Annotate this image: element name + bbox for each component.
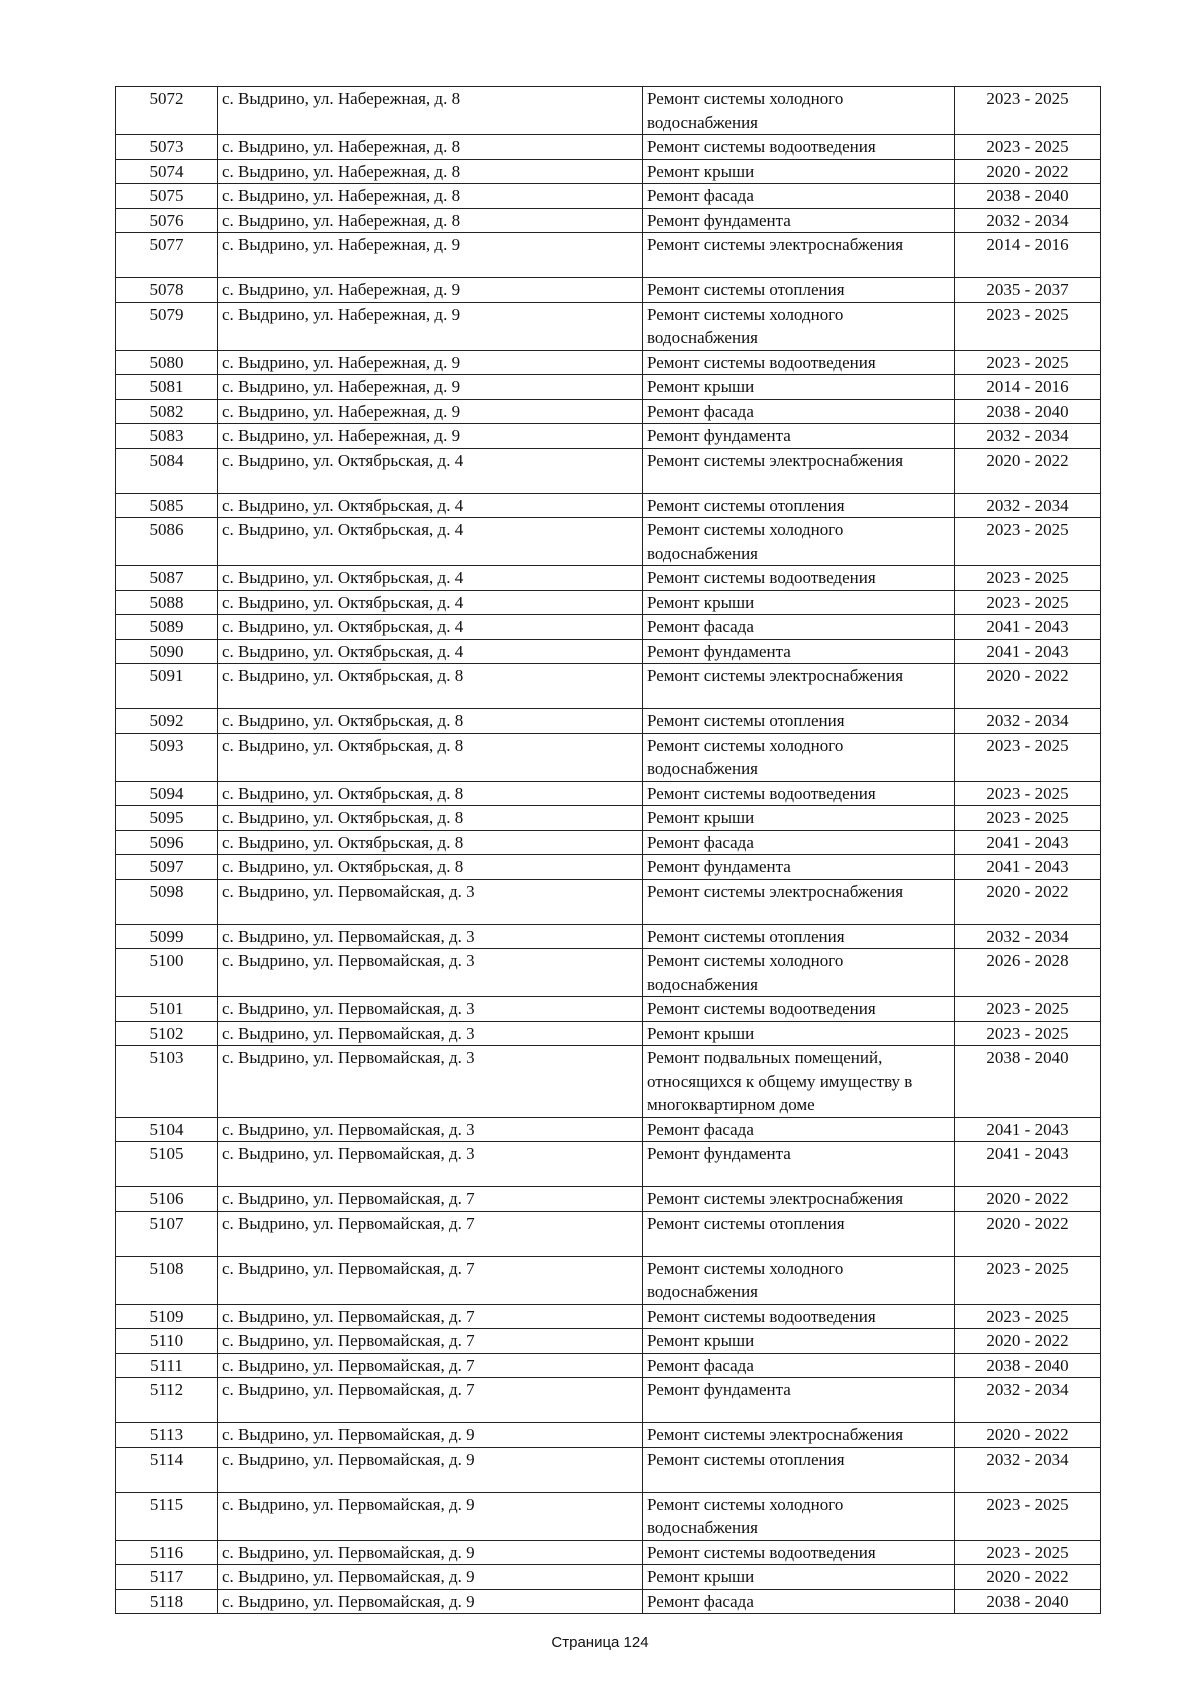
table-row bbox=[116, 184, 1101, 209]
table-row bbox=[116, 1447, 1101, 1492]
row-number-cell: 5083 bbox=[116, 424, 218, 449]
address-cell: с. Выдрино, ул. Первомайская, д. 3 bbox=[218, 924, 643, 949]
work-type-cell: Ремонт фундамента bbox=[643, 1142, 955, 1187]
row-number-cell: 5080 bbox=[116, 350, 218, 375]
row-number-cell: 5102 bbox=[116, 1021, 218, 1046]
period-cell: 2020 - 2022 bbox=[955, 1565, 1101, 1590]
row-number-cell: 5095 bbox=[116, 806, 218, 831]
row-number-cell: 5075 bbox=[116, 184, 218, 209]
page-number: Страница 124 bbox=[551, 1634, 649, 1651]
work-type-cell: Ремонт системы электроснабжения bbox=[643, 1423, 955, 1448]
work-type-cell: Ремонт системы электроснабжения bbox=[643, 664, 955, 709]
period-cell: 2023 - 2025 bbox=[955, 87, 1101, 135]
table-row bbox=[116, 375, 1101, 400]
period-cell: 2020 - 2022 bbox=[955, 664, 1101, 709]
row-number-cell: 5116 bbox=[116, 1540, 218, 1565]
work-type-cell: Ремонт системы водоотведения bbox=[643, 135, 955, 160]
table-row bbox=[116, 997, 1101, 1022]
period-cell: 2023 - 2025 bbox=[955, 566, 1101, 591]
period-cell: 2023 - 2025 bbox=[955, 781, 1101, 806]
address-cell: с. Выдрино, ул. Первомайская, д. 9 bbox=[218, 1447, 643, 1492]
table-row bbox=[116, 664, 1101, 709]
period-cell: 2032 - 2034 bbox=[955, 208, 1101, 233]
address-cell: с. Выдрино, ул. Первомайская, д. 9 bbox=[218, 1589, 643, 1614]
period-cell: 2038 - 2040 bbox=[955, 1353, 1101, 1378]
period-cell: 2023 - 2025 bbox=[955, 733, 1101, 781]
row-number-cell: 5098 bbox=[116, 879, 218, 924]
row-number-cell: 5100 bbox=[116, 949, 218, 997]
row-number-cell: 5103 bbox=[116, 1046, 218, 1118]
address-cell: с. Выдрино, ул. Первомайская, д. 9 bbox=[218, 1492, 643, 1540]
work-type-cell: Ремонт системы отопления bbox=[643, 493, 955, 518]
work-type-cell: Ремонт системы электроснабжения bbox=[643, 233, 955, 278]
row-number-cell: 5084 bbox=[116, 448, 218, 493]
work-type-cell: Ремонт крыши bbox=[643, 375, 955, 400]
table-row bbox=[116, 709, 1101, 734]
work-type-cell: Ремонт системы водоотведения bbox=[643, 1540, 955, 1565]
address-cell: с. Выдрино, ул. Первомайская, д. 7 bbox=[218, 1256, 643, 1304]
period-cell: 2014 - 2016 bbox=[955, 375, 1101, 400]
row-number-cell: 5107 bbox=[116, 1211, 218, 1256]
period-cell: 2023 - 2025 bbox=[955, 518, 1101, 566]
address-cell: с. Выдрино, ул. Октябрьская, д. 4 bbox=[218, 566, 643, 591]
work-type-cell: Ремонт системы водоотведения bbox=[643, 350, 955, 375]
address-cell: с. Выдрино, ул. Октябрьская, д. 4 bbox=[218, 590, 643, 615]
address-cell: с. Выдрино, ул. Набережная, д. 9 bbox=[218, 302, 643, 350]
period-cell: 2023 - 2025 bbox=[955, 350, 1101, 375]
row-number-cell: 5099 bbox=[116, 924, 218, 949]
work-type-cell: Ремонт фундамента bbox=[643, 639, 955, 664]
row-number-cell: 5085 bbox=[116, 493, 218, 518]
work-type-cell: Ремонт системы холодного водоснабжения bbox=[643, 87, 955, 135]
row-number-cell: 5074 bbox=[116, 159, 218, 184]
work-type-cell: Ремонт крыши bbox=[643, 590, 955, 615]
period-cell: 2041 - 2043 bbox=[955, 1142, 1101, 1187]
row-number-cell: 5091 bbox=[116, 664, 218, 709]
work-type-cell: Ремонт крыши bbox=[643, 1565, 955, 1590]
address-cell: с. Выдрино, ул. Первомайская, д. 3 bbox=[218, 1117, 643, 1142]
row-number-cell: 5110 bbox=[116, 1329, 218, 1354]
period-cell: 2038 - 2040 bbox=[955, 1589, 1101, 1614]
row-number-cell: 5089 bbox=[116, 615, 218, 640]
row-number-cell: 5106 bbox=[116, 1187, 218, 1212]
table-row bbox=[116, 733, 1101, 781]
period-cell: 2023 - 2025 bbox=[955, 806, 1101, 831]
table-row bbox=[116, 639, 1101, 664]
work-type-cell: Ремонт фундамента bbox=[643, 855, 955, 880]
address-cell: с. Выдрино, ул. Первомайская, д. 3 bbox=[218, 1021, 643, 1046]
work-type-cell: Ремонт системы отопления bbox=[643, 1447, 955, 1492]
row-number-cell: 5113 bbox=[116, 1423, 218, 1448]
work-type-cell: Ремонт фасада bbox=[643, 1353, 955, 1378]
table-row bbox=[116, 1256, 1101, 1304]
table-row bbox=[116, 159, 1101, 184]
table-row bbox=[116, 1540, 1101, 1565]
row-number-cell: 5117 bbox=[116, 1565, 218, 1590]
period-cell: 2023 - 2025 bbox=[955, 590, 1101, 615]
table-row bbox=[116, 949, 1101, 997]
row-number-cell: 5118 bbox=[116, 1589, 218, 1614]
row-number-cell: 5109 bbox=[116, 1304, 218, 1329]
row-number-cell: 5072 bbox=[116, 87, 218, 135]
address-cell: с. Выдрино, ул. Октябрьская, д. 8 bbox=[218, 830, 643, 855]
work-type-cell: Ремонт крыши bbox=[643, 159, 955, 184]
address-cell: с. Выдрино, ул. Первомайская, д. 3 bbox=[218, 1142, 643, 1187]
table-row bbox=[116, 879, 1101, 924]
table-row bbox=[116, 830, 1101, 855]
row-number-cell: 5076 bbox=[116, 208, 218, 233]
table-row bbox=[116, 424, 1101, 449]
address-cell: с. Выдрино, ул. Набережная, д. 8 bbox=[218, 87, 643, 135]
period-cell: 2038 - 2040 bbox=[955, 184, 1101, 209]
table-row bbox=[116, 1329, 1101, 1354]
address-cell: с. Выдрино, ул. Октябрьская, д. 4 bbox=[218, 639, 643, 664]
address-cell: с. Выдрино, ул. Набережная, д. 8 bbox=[218, 208, 643, 233]
period-cell: 2035 - 2037 bbox=[955, 278, 1101, 303]
period-cell: 2023 - 2025 bbox=[955, 1021, 1101, 1046]
work-type-cell: Ремонт крыши bbox=[643, 1021, 955, 1046]
work-type-cell: Ремонт системы холодного водоснабжения bbox=[643, 518, 955, 566]
work-type-cell: Ремонт системы электроснабжения bbox=[643, 879, 955, 924]
table-row bbox=[116, 806, 1101, 831]
table-row bbox=[116, 781, 1101, 806]
table-row bbox=[116, 1565, 1101, 1590]
period-cell: 2014 - 2016 bbox=[955, 233, 1101, 278]
period-cell: 2032 - 2034 bbox=[955, 924, 1101, 949]
table-row bbox=[116, 208, 1101, 233]
work-type-cell: Ремонт фасада bbox=[643, 1117, 955, 1142]
row-number-cell: 5101 bbox=[116, 997, 218, 1022]
row-number-cell: 5077 bbox=[116, 233, 218, 278]
work-type-cell: Ремонт системы отопления bbox=[643, 709, 955, 734]
table-row bbox=[116, 1187, 1101, 1212]
table-row bbox=[116, 855, 1101, 880]
table-row bbox=[116, 1304, 1101, 1329]
period-cell: 2020 - 2022 bbox=[955, 448, 1101, 493]
address-cell: с. Выдрино, ул. Первомайская, д. 3 bbox=[218, 1046, 643, 1118]
table-body bbox=[116, 87, 1101, 1614]
row-number-cell: 5105 bbox=[116, 1142, 218, 1187]
row-number-cell: 5104 bbox=[116, 1117, 218, 1142]
address-cell: с. Выдрино, ул. Октябрьская, д. 8 bbox=[218, 781, 643, 806]
period-cell: 2041 - 2043 bbox=[955, 615, 1101, 640]
address-cell: с. Выдрино, ул. Первомайская, д. 9 bbox=[218, 1565, 643, 1590]
work-type-cell: Ремонт системы водоотведения bbox=[643, 781, 955, 806]
work-type-cell: Ремонт фасада bbox=[643, 1589, 955, 1614]
table-row bbox=[116, 1353, 1101, 1378]
table-row bbox=[116, 448, 1101, 493]
work-type-cell: Ремонт подвальных помещений, относящихся к общему имуществу в многоквартирном доме bbox=[643, 1046, 955, 1118]
row-number-cell: 5112 bbox=[116, 1378, 218, 1423]
table-row bbox=[116, 399, 1101, 424]
table-row bbox=[116, 590, 1101, 615]
row-number-cell: 5088 bbox=[116, 590, 218, 615]
row-number-cell: 5115 bbox=[116, 1492, 218, 1540]
row-number-cell: 5082 bbox=[116, 399, 218, 424]
work-type-cell: Ремонт системы холодного водоснабжения bbox=[643, 1256, 955, 1304]
work-type-cell: Ремонт системы холодного водоснабжения bbox=[643, 302, 955, 350]
period-cell: 2041 - 2043 bbox=[955, 1117, 1101, 1142]
period-cell: 2032 - 2034 bbox=[955, 709, 1101, 734]
table-row bbox=[116, 1142, 1101, 1187]
address-cell: с. Выдрино, ул. Первомайская, д. 7 bbox=[218, 1211, 643, 1256]
table-row bbox=[116, 278, 1101, 303]
work-type-cell: Ремонт системы холодного водоснабжения bbox=[643, 1492, 955, 1540]
work-type-cell: Ремонт крыши bbox=[643, 1329, 955, 1354]
address-cell: с. Выдрино, ул. Октябрьская, д. 8 bbox=[218, 709, 643, 734]
table-row bbox=[116, 135, 1101, 160]
period-cell: 2032 - 2034 bbox=[955, 493, 1101, 518]
address-cell: с. Выдрино, ул. Первомайская, д. 7 bbox=[218, 1378, 643, 1423]
address-cell: с. Выдрино, ул. Набережная, д. 9 bbox=[218, 399, 643, 424]
work-type-cell: Ремонт системы водоотведения bbox=[643, 566, 955, 591]
table-row bbox=[116, 615, 1101, 640]
row-number-cell: 5094 bbox=[116, 781, 218, 806]
row-number-cell: 5081 bbox=[116, 375, 218, 400]
period-cell: 2023 - 2025 bbox=[955, 1540, 1101, 1565]
table-row bbox=[116, 1211, 1101, 1256]
period-cell: 2020 - 2022 bbox=[955, 879, 1101, 924]
address-cell: с. Выдрино, ул. Октябрьская, д. 4 bbox=[218, 448, 643, 493]
period-cell: 2023 - 2025 bbox=[955, 1304, 1101, 1329]
address-cell: с. Выдрино, ул. Набережная, д. 8 bbox=[218, 159, 643, 184]
period-cell: 2023 - 2025 bbox=[955, 1492, 1101, 1540]
address-cell: с. Выдрино, ул. Октябрьская, д. 4 bbox=[218, 615, 643, 640]
address-cell: с. Выдрино, ул. Первомайская, д. 7 bbox=[218, 1329, 643, 1354]
period-cell: 2032 - 2034 bbox=[955, 424, 1101, 449]
work-type-cell: Ремонт системы отопления bbox=[643, 278, 955, 303]
period-cell: 2023 - 2025 bbox=[955, 135, 1101, 160]
address-cell: с. Выдрино, ул. Первомайская, д. 3 bbox=[218, 997, 643, 1022]
work-type-cell: Ремонт фундамента bbox=[643, 1378, 955, 1423]
address-cell: с. Выдрино, ул. Первомайская, д. 9 bbox=[218, 1423, 643, 1448]
address-cell: с. Выдрино, ул. Октябрьская, д. 8 bbox=[218, 806, 643, 831]
row-number-cell: 5092 bbox=[116, 709, 218, 734]
address-cell: с. Выдрино, ул. Набережная, д. 9 bbox=[218, 278, 643, 303]
address-cell: с. Выдрино, ул. Октябрьская, д. 8 bbox=[218, 733, 643, 781]
address-cell: с. Выдрино, ул. Набережная, д. 8 bbox=[218, 184, 643, 209]
period-cell: 2038 - 2040 bbox=[955, 399, 1101, 424]
table-row bbox=[116, 1046, 1101, 1118]
table-row bbox=[116, 566, 1101, 591]
table-row bbox=[116, 1117, 1101, 1142]
row-number-cell: 5086 bbox=[116, 518, 218, 566]
address-cell: с. Выдрино, ул. Первомайская, д. 7 bbox=[218, 1353, 643, 1378]
work-type-cell: Ремонт фасада bbox=[643, 830, 955, 855]
table-row bbox=[116, 87, 1101, 135]
table-row bbox=[116, 302, 1101, 350]
row-number-cell: 5090 bbox=[116, 639, 218, 664]
table-row bbox=[116, 233, 1101, 278]
address-cell: с. Выдрино, ул. Первомайская, д. 3 bbox=[218, 879, 643, 924]
address-cell: с. Выдрино, ул. Октябрьская, д. 8 bbox=[218, 664, 643, 709]
address-cell: с. Выдрино, ул. Набережная, д. 9 bbox=[218, 424, 643, 449]
period-cell: 2038 - 2040 bbox=[955, 1046, 1101, 1118]
work-type-cell: Ремонт системы электроснабжения bbox=[643, 1187, 955, 1212]
work-type-cell: Ремонт системы отопления bbox=[643, 924, 955, 949]
period-cell: 2026 - 2028 bbox=[955, 949, 1101, 997]
row-number-cell: 5114 bbox=[116, 1447, 218, 1492]
address-cell: с. Выдрино, ул. Первомайская, д. 7 bbox=[218, 1187, 643, 1212]
period-cell: 2023 - 2025 bbox=[955, 1256, 1101, 1304]
work-type-cell: Ремонт фасада bbox=[643, 184, 955, 209]
row-number-cell: 5096 bbox=[116, 830, 218, 855]
work-type-cell: Ремонт фундамента bbox=[643, 424, 955, 449]
work-type-cell: Ремонт системы отопления bbox=[643, 1211, 955, 1256]
period-cell: 2020 - 2022 bbox=[955, 159, 1101, 184]
address-cell: с. Выдрино, ул. Первомайская, д. 3 bbox=[218, 949, 643, 997]
period-cell: 2041 - 2043 bbox=[955, 639, 1101, 664]
table-row bbox=[116, 1378, 1101, 1423]
address-cell: с. Выдрино, ул. Набережная, д. 9 bbox=[218, 375, 643, 400]
table-row bbox=[116, 1423, 1101, 1448]
address-cell: с. Выдрино, ул. Первомайская, д. 7 bbox=[218, 1304, 643, 1329]
period-cell: 2020 - 2022 bbox=[955, 1423, 1101, 1448]
table-row bbox=[116, 1589, 1101, 1614]
period-cell: 2023 - 2025 bbox=[955, 997, 1101, 1022]
address-cell: с. Выдрино, ул. Октябрьская, д. 4 bbox=[218, 493, 643, 518]
period-cell: 2041 - 2043 bbox=[955, 855, 1101, 880]
address-cell: с. Выдрино, ул. Набережная, д. 9 bbox=[218, 350, 643, 375]
period-cell: 2020 - 2022 bbox=[955, 1187, 1101, 1212]
table-row bbox=[116, 493, 1101, 518]
work-type-cell: Ремонт крыши bbox=[643, 806, 955, 831]
period-cell: 2032 - 2034 bbox=[955, 1378, 1101, 1423]
work-type-cell: Ремонт системы водоотведения bbox=[643, 997, 955, 1022]
table-row bbox=[116, 350, 1101, 375]
address-cell: с. Выдрино, ул. Первомайская, д. 9 bbox=[218, 1540, 643, 1565]
period-cell: 2041 - 2043 bbox=[955, 830, 1101, 855]
row-number-cell: 5108 bbox=[116, 1256, 218, 1304]
row-number-cell: 5093 bbox=[116, 733, 218, 781]
work-type-cell: Ремонт фундамента bbox=[643, 208, 955, 233]
work-type-cell: Ремонт фасада bbox=[643, 399, 955, 424]
work-type-cell: Ремонт системы водоотведения bbox=[643, 1304, 955, 1329]
period-cell: 2020 - 2022 bbox=[955, 1211, 1101, 1256]
address-cell: с. Выдрино, ул. Набережная, д. 9 bbox=[218, 233, 643, 278]
address-cell: с. Выдрино, ул. Набережная, д. 8 bbox=[218, 135, 643, 160]
work-type-cell: Ремонт системы электроснабжения bbox=[643, 448, 955, 493]
row-number-cell: 5111 bbox=[116, 1353, 218, 1378]
table-row bbox=[116, 924, 1101, 949]
row-number-cell: 5078 bbox=[116, 278, 218, 303]
row-number-cell: 5087 bbox=[116, 566, 218, 591]
address-cell: с. Выдрино, ул. Октябрьская, д. 8 bbox=[218, 855, 643, 880]
repair-schedule-table bbox=[115, 86, 1101, 1614]
row-number-cell: 5097 bbox=[116, 855, 218, 880]
table-row bbox=[116, 518, 1101, 566]
table-row bbox=[116, 1492, 1101, 1540]
period-cell: 2023 - 2025 bbox=[955, 302, 1101, 350]
row-number-cell: 5073 bbox=[116, 135, 218, 160]
table-row bbox=[116, 1021, 1101, 1046]
period-cell: 2032 - 2034 bbox=[955, 1447, 1101, 1492]
work-type-cell: Ремонт системы холодного водоснабжения bbox=[643, 949, 955, 997]
address-cell: с. Выдрино, ул. Октябрьская, д. 4 bbox=[218, 518, 643, 566]
work-type-cell: Ремонт фасада bbox=[643, 615, 955, 640]
row-number-cell: 5079 bbox=[116, 302, 218, 350]
period-cell: 2020 - 2022 bbox=[955, 1329, 1101, 1354]
work-type-cell: Ремонт системы холодного водоснабжения bbox=[643, 733, 955, 781]
